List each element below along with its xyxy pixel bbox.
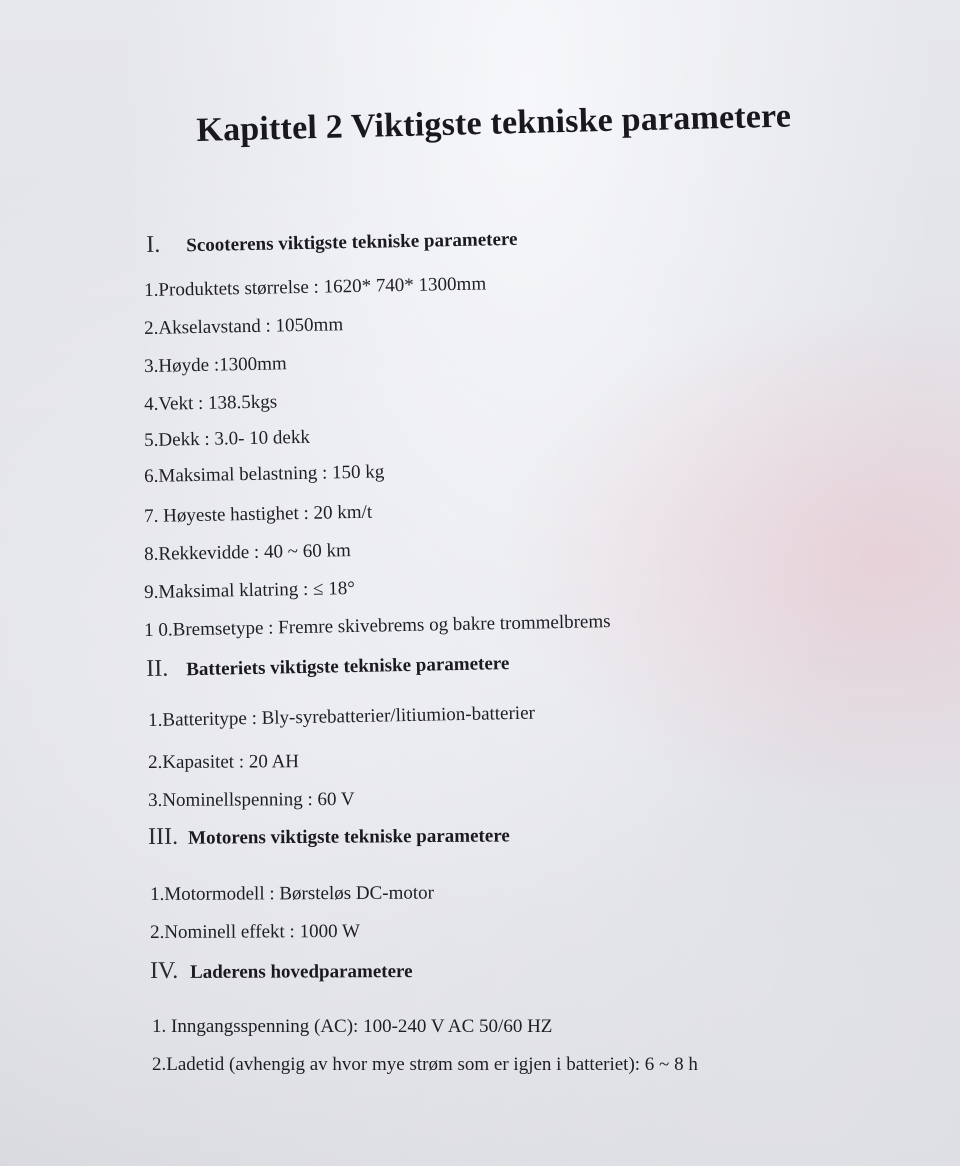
section-title: Scooterens viktigste tekniske parametere xyxy=(186,228,518,257)
list-item: 4.Vekt : 138.5kgs xyxy=(144,391,278,415)
section-heading-2 xyxy=(146,649,510,683)
section-numeral: I. xyxy=(146,231,161,258)
list-item: 8.Rekkevidde : 40 ~ 60 km xyxy=(144,540,351,565)
list-item: 6.Maksimal belastning : 150 kg xyxy=(144,461,385,487)
page-title: Kapittel 2 Viktigste tekniske parametere xyxy=(196,97,792,149)
list-item: 2.Kapasitet : 20 AH xyxy=(148,751,300,773)
list-item: 3.Nominellspenning : 60 V xyxy=(148,788,355,811)
list-item: 2.Akselavstand : 1050mm xyxy=(144,314,344,339)
list-item: 1.Motormodell : Børsteløs DC-motor xyxy=(150,882,435,905)
section-title: Laderens hovedparametere xyxy=(190,961,413,983)
list-item: 3.Høyde :1300mm xyxy=(144,353,287,377)
list-item: 1.Batteritype : Bly-syrebatterier/litiumion-batterier xyxy=(148,702,536,731)
section-heading-1 xyxy=(146,225,518,259)
list-item: 1 0.Bremsetype : Fremre skivebrems og bakre trommelbrems xyxy=(144,611,611,641)
list-item: 7. Høyeste hastighet : 20 km/t xyxy=(144,501,373,527)
list-item: 5.Dekk : 3.0- 10 dekk xyxy=(144,426,311,451)
list-item: 2.Ladetid (avhengig av hvor mye strøm som er igjen i batteriet): 6 ~ 8 h xyxy=(152,1054,698,1075)
section-heading-3 xyxy=(148,821,510,851)
section-numeral: III. xyxy=(148,823,179,850)
section-heading-4 xyxy=(150,957,413,985)
section-title: Batteriets viktigste tekniske parametere xyxy=(186,653,510,681)
section-title: Motorens viktigste tekniske parametere xyxy=(188,825,510,849)
list-item: 9.Maksimal klatring : ≤ 18° xyxy=(144,577,356,603)
list-item: 1.Produktets størrelse : 1620* 740* 1300mm xyxy=(144,273,487,301)
section-numeral: IV. xyxy=(150,957,179,984)
list-item: 1. Inngangsspenning (AC): 100-240 V AC 50/60 HZ xyxy=(152,1016,553,1037)
list-item: 2.Nominell effekt : 1000 W xyxy=(150,920,360,943)
section-numeral: II. xyxy=(146,655,169,682)
